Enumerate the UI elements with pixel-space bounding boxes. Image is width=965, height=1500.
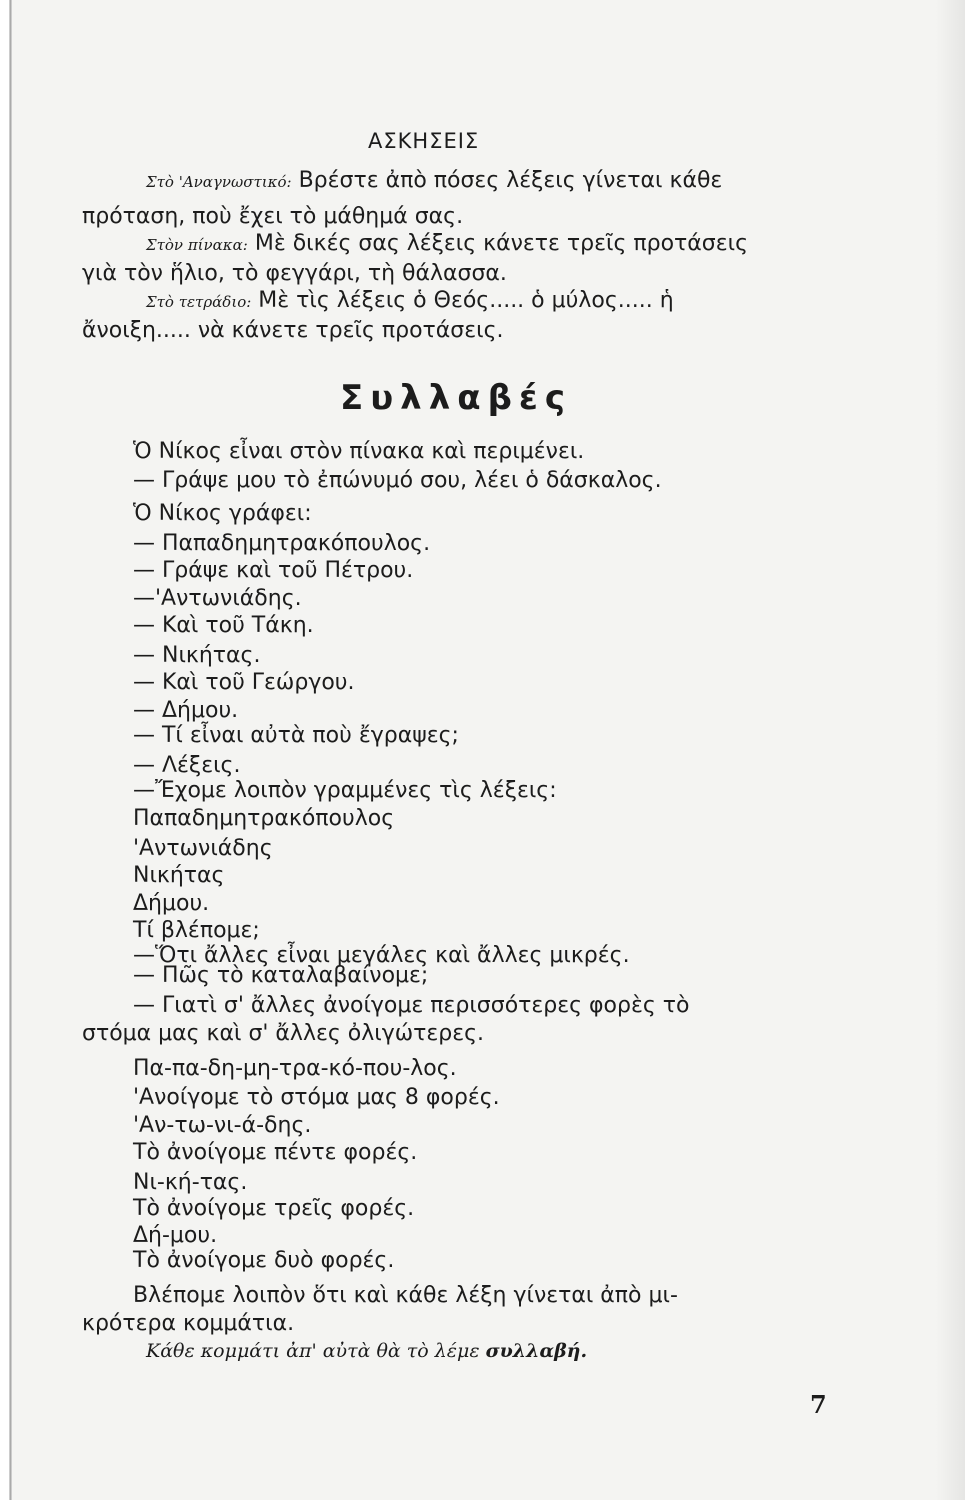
exercise-text: ἄνοιξη..... νὰ κάνετε τρεῖς προτάσεις.	[82, 318, 504, 343]
exercise-label: Στὸ τετράδιο:	[146, 293, 252, 311]
exercise-text: Βρέστε ἀπὸ πόσες λέξεις γίνεται κάθε	[298, 168, 723, 193]
exercise-line-1	[146, 170, 722, 192]
text-line: —Ἔχομε λοιπὸν γραμμένες τὶς λέξεις:	[133, 778, 557, 803]
exercise-line-2	[82, 206, 463, 228]
text-line: — Δήμου.	[133, 698, 239, 723]
text-line: 'Αν-τω-νι-ά-δης.	[133, 1113, 312, 1138]
text-line: Πα-πα-δη-μη-τρα-κό-που-λος.	[133, 1056, 457, 1081]
text-line: —Ὅτι ἄλλες εἶναι μεγάλες καὶ ἄλλες μικρές.	[133, 943, 630, 968]
text-line: Ὁ Νίκος εἶναι στὸν πίνακα καὶ περιμένει.	[133, 439, 585, 464]
text-line: — Παπαδημητρακόπουλος.	[133, 531, 431, 556]
exercise-text: πρόταση, ποὺ ἔχει τὸ μάθημά σας.	[82, 204, 464, 229]
section-title: Συλλαβές	[340, 378, 572, 418]
text-line: — Γιατὶ σ' ἄλλες ἀνοίγομε περισσότερες φορὲς τὸ	[133, 993, 690, 1018]
exercise-line-5	[146, 290, 674, 312]
exercise-line-6	[82, 320, 503, 342]
exercises-heading: ΑΣΚΗΣΕΙΣ	[368, 129, 480, 153]
text-line: Τὸ ἀνοίγομε δυὸ φορές.	[133, 1248, 395, 1273]
text-line: στόμα μας καὶ σ' ἄλλες ὀλιγώτερες.	[82, 1021, 485, 1046]
text-line: — Τί εἶναι αὐτὰ ποὺ ἔγραψες;	[133, 723, 459, 748]
closing-term: συλλαβή.	[485, 1340, 588, 1362]
exercise-text: γιὰ τὸν ἥλιο, τὸ φεγγάρι, τὴ θάλασσα.	[82, 261, 507, 286]
text-line: Τί βλέπομε;	[133, 918, 260, 943]
text-line: κρότερα κομμάτια.	[82, 1311, 295, 1336]
text-line: 'Αντωνιάδης	[133, 836, 273, 861]
text-line: Ὁ Νίκος γράφει:	[133, 501, 312, 526]
text-line: — Λέξεις.	[133, 753, 241, 778]
text-line: Νι-κή-τας.	[133, 1170, 248, 1195]
text-line: 'Ανοίγομε τὸ στόμα μας 8 φορές.	[133, 1085, 500, 1110]
text-line: Δή-μου.	[133, 1223, 218, 1248]
closing-text: Κάθε κομμάτι ἀπ' αὐτὰ θὰ τὸ λέμε	[146, 1340, 480, 1362]
text-line: — Πῶς τὸ καταλαβαίνομε;	[133, 963, 429, 988]
text-line: — Καὶ τοῦ Τάκη.	[133, 613, 314, 638]
binding-edge	[0, 0, 12, 1500]
text-line: —'Αντωνιάδης.	[133, 586, 302, 611]
text-line: Νικήτας	[133, 863, 225, 888]
page-number: 7	[810, 1390, 827, 1419]
exercise-label: Στὸν πίνακα:	[146, 236, 248, 254]
text-line: Δήμου.	[133, 891, 210, 916]
exercise-line-4	[82, 263, 507, 285]
exercise-text: Μὲ τὶς λέξεις ὁ Θεός..... ὁ μύλος..... ἡ	[258, 288, 674, 313]
page-edge-shadow	[935, 0, 965, 1500]
exercise-label: Στὸ 'Αναγνωστικό:	[146, 173, 292, 191]
text-line: Τὸ ἀνοίγομε τρεῖς φορές.	[133, 1196, 415, 1221]
exercise-text: Μὲ δικές σας λέξεις κάνετε τρεῖς προτάσεις	[254, 231, 748, 256]
closing-definition	[146, 1342, 587, 1361]
text-line: — Νικήτας.	[133, 643, 261, 668]
text-line: Βλέπομε λοιπὸν ὅτι καὶ κάθε λέξη γίνεται ἀπὸ μι-	[133, 1283, 678, 1308]
text-line: Παπαδημητρακόπουλος	[133, 806, 395, 831]
text-line: — Γράψε καὶ τοῦ Πέτρου.	[133, 558, 414, 583]
text-line: — Καὶ τοῦ Γεώργου.	[133, 670, 355, 695]
text-line: — Γράψε μου τὸ ἐπώνυμό σου, λέει ὁ δάσκαλος.	[133, 468, 662, 493]
text-line: Τὸ ἀνοίγομε πέντε φορές.	[133, 1140, 418, 1165]
exercise-line-3	[146, 233, 748, 255]
